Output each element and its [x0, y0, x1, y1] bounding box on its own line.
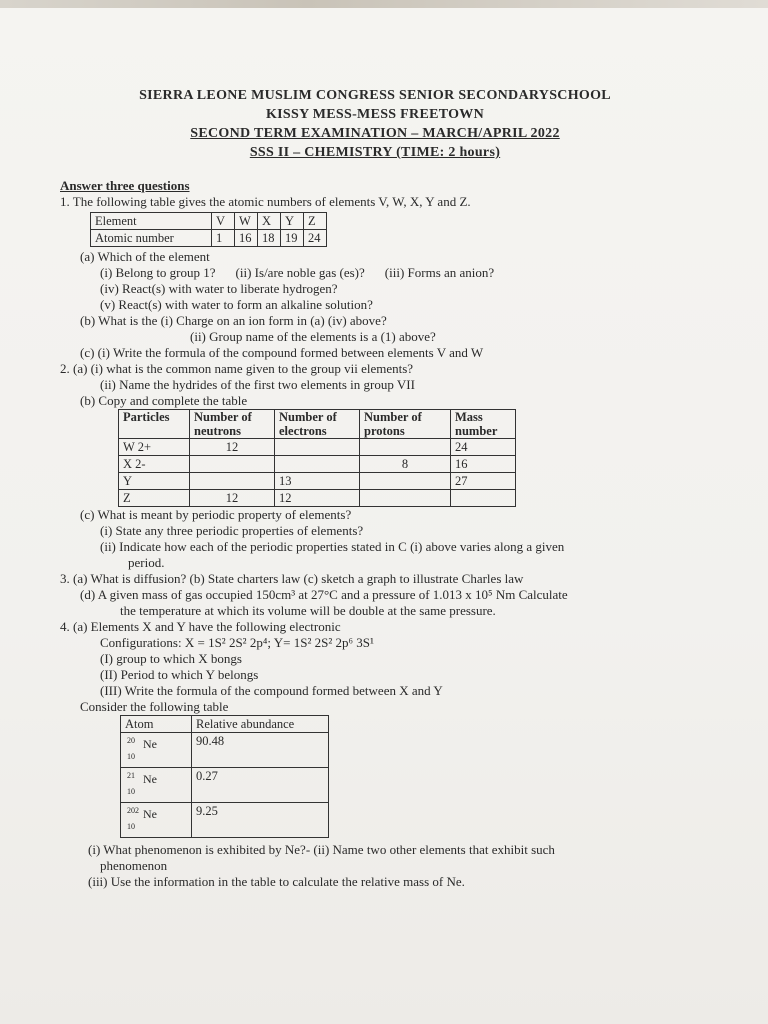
mass-number: 21 [127, 771, 135, 780]
exam-title: SECOND TERM EXAMINATION – MARCH/APRIL 2022 [190, 126, 560, 141]
table-cell [451, 490, 516, 507]
table-cell: 12 [190, 490, 275, 507]
table-cell: W 2+ [119, 439, 190, 456]
table-cell: 16 [235, 230, 258, 247]
element-symbol: Ne [143, 772, 157, 786]
table-row [91, 213, 327, 230]
atomic-number: 10 [127, 787, 135, 796]
table-cell: 8 [360, 456, 451, 473]
element-symbol: Ne [143, 737, 157, 751]
table-header: Relative abundance [192, 716, 329, 733]
table-row [119, 439, 516, 456]
school-name: SIERRA LEONE MUSLIM CONGRESS SENIOR SECONDARYSCHOOL [139, 88, 611, 103]
q2-c: (c) What is meant by periodic property of elements? [80, 507, 352, 522]
table-cell: Y [281, 213, 304, 230]
table-cell: Z [304, 213, 327, 230]
table-cell [190, 473, 275, 490]
q1-a-i-row [60, 265, 670, 281]
q2-b: (b) Copy and complete the table [80, 393, 248, 408]
q2-c-ii-cont: period. [128, 555, 165, 570]
table-cell: Element [91, 213, 212, 230]
q3-d-cont: the temperature at which its volume will be double at the same pressure. [120, 603, 496, 618]
table-row [119, 490, 516, 507]
table-row [121, 733, 329, 768]
q2-c-i: (i) State any three periodic properties of elements? [100, 523, 364, 538]
q1-b: (b) What is the (i) Charge on an ion form in (a) (iv) above? [80, 313, 387, 328]
q3-a: 3. (a) What is diffusion? (b) State charters law (c) sketch a graph to illustrate Charles law [60, 571, 524, 586]
table-header-row [119, 410, 516, 439]
q1-a-ii: (ii) Is/are noble gas (es)? [235, 265, 365, 280]
exam-body [60, 178, 670, 890]
q1-a-i: (i) Belong to group 1? [100, 265, 216, 280]
q4-q-i: (i) What phenomenon is exhibited by Ne?- (ii) Name two other elements that exhibit such [88, 842, 555, 857]
table-header-row [121, 716, 329, 733]
table-cell: X [258, 213, 281, 230]
table-cell: 12 [275, 490, 360, 507]
isotope-symbol [125, 733, 185, 763]
table-header: Number of electrons [275, 410, 360, 439]
table-cell: 13 [275, 473, 360, 490]
table-cell [190, 456, 275, 473]
table-cell: Z [119, 490, 190, 507]
table-cell [360, 473, 451, 490]
atomic-number-table [90, 212, 327, 247]
isotope-symbol [125, 803, 185, 833]
table-row [121, 768, 329, 803]
instruction: Answer three questions [60, 178, 190, 193]
table-header: Number of protons [360, 410, 451, 439]
mass-number: 20 [127, 736, 135, 745]
q1-a-iii: (iii) Forms an anion? [384, 265, 495, 280]
q3-d: (d) A given mass of gas occupied 150cm³ at 27°C and a pressure of 1.013 x 10⁵ Nm Calculate [80, 587, 568, 602]
q2-a-ii: (ii) Name the hydrides of the first two elements in group VII [100, 377, 415, 392]
table-cell: 24 [451, 439, 516, 456]
table-cell [275, 439, 360, 456]
q4-i: (I) group to which X bongs [100, 651, 242, 666]
table-cell [121, 768, 192, 803]
table-cell [360, 490, 451, 507]
table-cell: 1 [212, 230, 235, 247]
paper-top-edge [0, 0, 768, 8]
table-cell [121, 803, 192, 838]
atomic-number: 10 [127, 752, 135, 761]
isotope-table [120, 715, 329, 838]
q4-ii: (II) Period to which Y belongs [100, 667, 259, 682]
particles-table [118, 409, 516, 507]
table-cell: W [235, 213, 258, 230]
table-cell: 27 [451, 473, 516, 490]
q1-a: (a) Which of the element [80, 249, 210, 264]
q4-q-i-cont: phenomenon [100, 858, 168, 873]
table-row [119, 473, 516, 490]
element-symbol: Ne [143, 807, 157, 821]
q2-a: 2. (a) (i) what is the common name given to the group vii elements? [60, 361, 414, 376]
table-cell [360, 439, 451, 456]
table-cell: Atomic number [91, 230, 212, 247]
table-cell: 19 [281, 230, 304, 247]
q2-c-ii: (ii) Indicate how each of the periodic properties stated in C (i) above varies along a given [100, 539, 565, 554]
q4-a: 4. (a) Elements X and Y have the following electronic [60, 619, 341, 634]
table-cell: Y [119, 473, 190, 490]
q1-b-ii: (ii) Group name of the elements is a (1) above? [190, 329, 436, 344]
table-cell: V [212, 213, 235, 230]
q1-stem: 1. The following table gives the atomic numbers of elements V, W, X, Y and Z. [60, 194, 471, 209]
table-cell: 9.25 [192, 803, 329, 838]
table-cell [275, 456, 360, 473]
table-cell: 12 [190, 439, 275, 456]
table-header: Particles [119, 410, 190, 439]
table-cell: 16 [451, 456, 516, 473]
table-cell: 18 [258, 230, 281, 247]
table-cell: 0.27 [192, 768, 329, 803]
table-cell: 24 [304, 230, 327, 247]
q1-a-v: (v) React(s) with water to form an alkaline solution? [100, 297, 373, 312]
atomic-number: 10 [127, 822, 135, 831]
table-cell [121, 733, 192, 768]
q4-consider: Consider the following table [80, 699, 229, 714]
table-cell: X 2- [119, 456, 190, 473]
exam-header [110, 86, 640, 162]
isotope-symbol [125, 768, 185, 798]
school-location: KISSY MESS-MESS FREETOWN [265, 107, 485, 122]
table-row [121, 803, 329, 838]
subject-title: SSS II – CHEMISTRY (TIME: 2 hours) [249, 145, 501, 160]
q4-config: Configurations: X = 1S² 2S² 2p⁴; Y= 1S² 2S² 2p⁶ 3S¹ [100, 635, 374, 650]
table-cell: 90.48 [192, 733, 329, 768]
q1-a-iv: (iv) React(s) with water to liberate hydrogen? [100, 281, 338, 296]
table-row [119, 456, 516, 473]
q1-c: (c) (i) Write the formula of the compound formed between elements V and W [80, 345, 484, 360]
table-header: Number of neutrons [190, 410, 275, 439]
q4-iii: (III) Write the formula of the compound formed between X and Y [100, 683, 443, 698]
table-row [91, 230, 327, 247]
mass-number: 202 [127, 806, 139, 815]
q4-q-iii: (iii) Use the information in the table to calculate the relative mass of Ne. [88, 874, 465, 889]
table-header: Mass number [451, 410, 516, 439]
table-header: Atom [121, 716, 192, 733]
